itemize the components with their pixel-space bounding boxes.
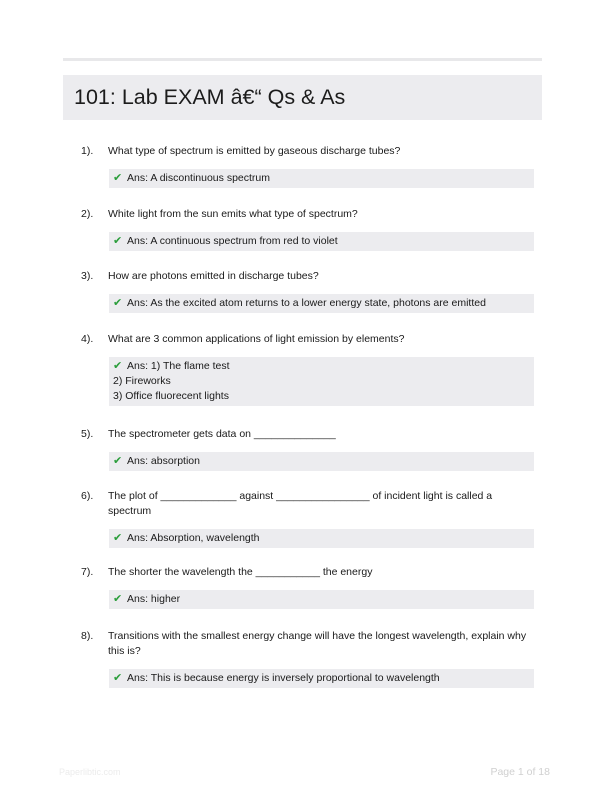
question-number: 7). <box>81 566 94 578</box>
check-icon: ✔ <box>113 455 123 467</box>
answer-text: 2) Fireworks <box>113 375 171 387</box>
answer-box <box>109 452 534 471</box>
footer-watermark: Paperlibtic.com <box>59 767 121 777</box>
answer-box <box>109 590 534 609</box>
answer-text: Ans: Absorption, wavelength <box>127 532 260 544</box>
answer-line <box>113 671 528 686</box>
question-row <box>63 565 542 580</box>
answer-line <box>113 296 528 311</box>
answer-line <box>113 592 528 607</box>
qa-item <box>63 207 542 251</box>
answer-line <box>113 234 528 249</box>
answer-text: Ans: This is because energy is inversely proportional to wavelength <box>127 672 440 684</box>
question-number: 2). <box>81 208 94 220</box>
question-row <box>63 144 542 159</box>
qa-item <box>63 332 542 406</box>
answer-line <box>113 374 528 389</box>
question-row <box>63 269 542 284</box>
question-text: How are photons emitted in discharge tubes? <box>108 270 319 282</box>
answer-text: Ans: 1) The flame test <box>127 360 230 372</box>
check-icon: ✔ <box>113 360 123 372</box>
answer-box <box>109 169 534 188</box>
page-title: 101: Lab EXAM â€“ Qs & As <box>74 85 346 109</box>
qa-item <box>63 144 542 188</box>
check-icon: ✔ <box>113 672 123 684</box>
qa-item <box>63 565 542 609</box>
answer-box <box>109 232 534 251</box>
qa-list <box>63 144 542 688</box>
answer-text: Ans: As the excited atom returns to a lower energy state, photons are emitted <box>127 297 486 309</box>
question-row <box>63 489 542 519</box>
question-number: 3). <box>81 270 94 282</box>
question-number: 5). <box>81 428 94 440</box>
check-icon: ✔ <box>113 532 123 544</box>
answer-text: 3) Office fluorecent lights <box>113 390 229 402</box>
answer-line <box>113 531 528 546</box>
question-text: The plot of _____________ against ________________ of incident light is called a spectrum <box>108 490 493 517</box>
answer-line <box>113 454 528 469</box>
qa-item <box>63 489 542 548</box>
answer-line <box>113 389 528 404</box>
page-number: Page 1 of 18 <box>490 766 550 778</box>
question-row <box>63 427 542 442</box>
question-text: The shorter the wavelength the ___________ the energy <box>108 566 373 578</box>
answer-box <box>109 357 534 406</box>
check-icon: ✔ <box>113 297 123 309</box>
question-row <box>63 629 542 659</box>
title-banner <box>63 75 542 120</box>
answer-line <box>113 171 528 186</box>
check-icon: ✔ <box>113 593 123 605</box>
question-number: 1). <box>81 145 94 157</box>
top-divider <box>63 58 542 61</box>
question-number: 6). <box>81 490 94 502</box>
answer-text: Ans: absorption <box>127 455 200 467</box>
qa-item <box>63 629 542 688</box>
question-row <box>63 207 542 222</box>
answer-box <box>109 294 534 313</box>
check-icon: ✔ <box>113 172 123 184</box>
answer-text: Ans: higher <box>127 593 181 605</box>
question-row <box>63 332 542 347</box>
answer-text: Ans: A discontinuous spectrum <box>127 172 270 184</box>
question-text: Transitions with the smallest energy change will have the longest wavelength, explain why this is? <box>108 630 527 657</box>
question-text: What type of spectrum is emitted by gaseous discharge tubes? <box>108 145 401 157</box>
answer-box <box>109 529 534 548</box>
question-number: 8). <box>81 630 94 642</box>
answer-box <box>109 669 534 688</box>
qa-item <box>63 269 542 313</box>
question-text: What are 3 common applications of light emission by elements? <box>108 333 405 345</box>
question-number: 4). <box>81 333 94 345</box>
question-text: White light from the sun emits what type of spectrum? <box>108 208 358 220</box>
answer-text: Ans: A continuous spectrum from red to violet <box>127 235 338 247</box>
qa-item <box>63 427 542 471</box>
check-icon: ✔ <box>113 235 123 247</box>
question-text: The spectrometer gets data on ______________ <box>108 428 336 440</box>
answer-line <box>113 359 528 374</box>
